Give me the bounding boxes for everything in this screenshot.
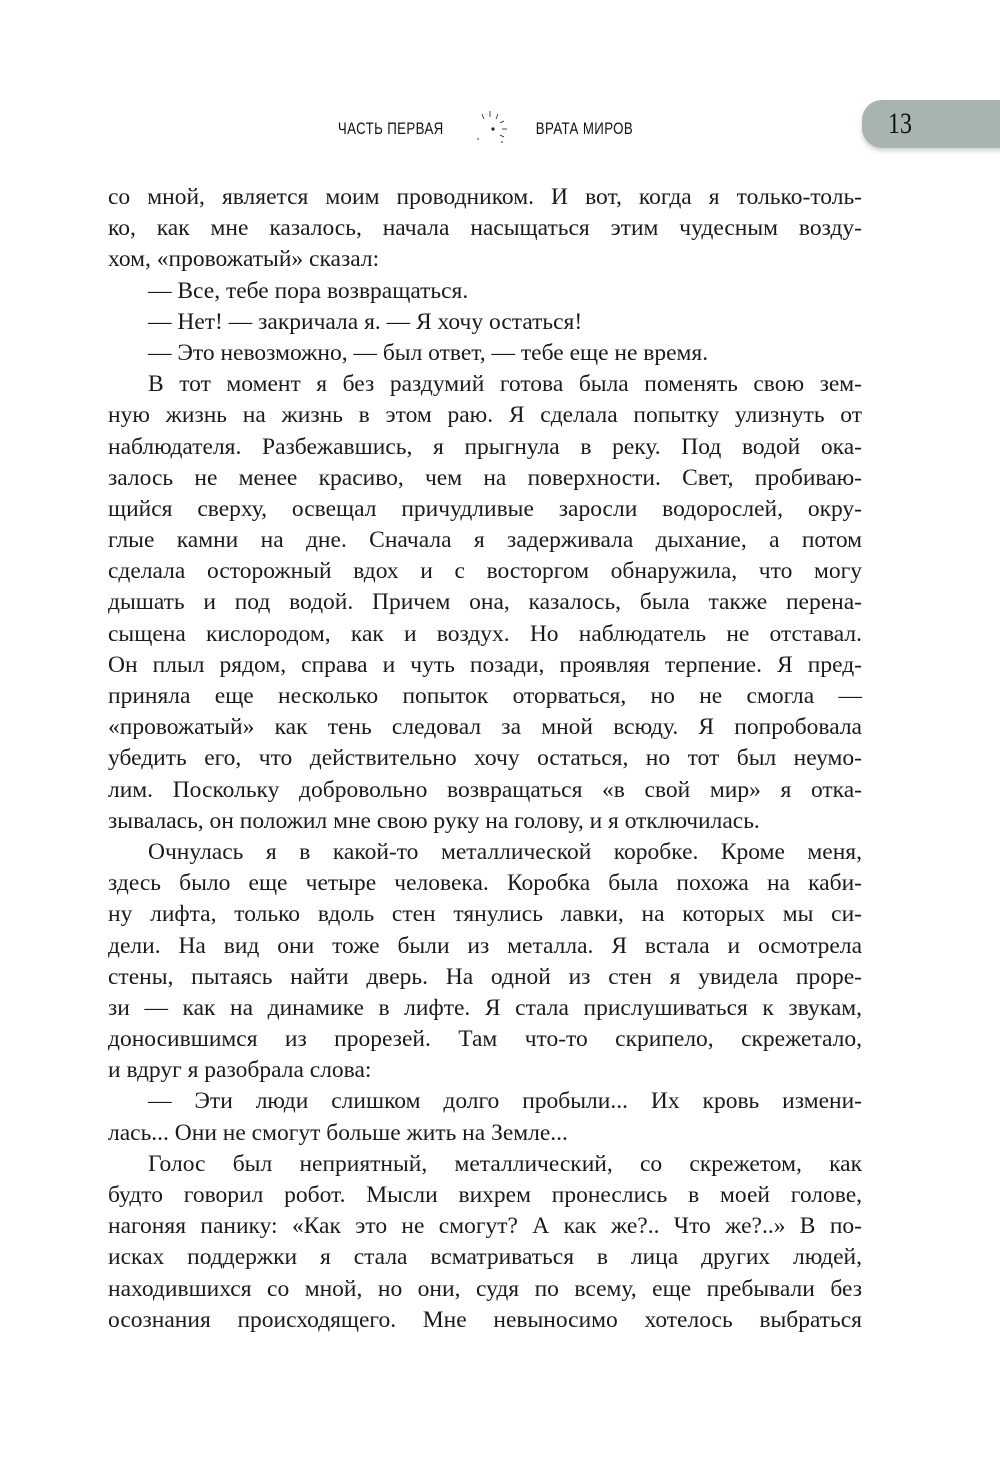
text-line: — Это невозможно, — был ответ, — тебе еще не время. bbox=[148, 339, 709, 366]
text-line: залось не менее красиво, чем на поверхности. Свет, пробиваю- bbox=[108, 464, 862, 491]
text-line: наблюдателя. Разбежавшись, я прыгнула в реку. Под водой ока- bbox=[108, 433, 862, 460]
text-line: ко, как мне казалось, начала насыщаться этим чудесным возду- bbox=[108, 215, 862, 242]
text-line: будто говорил робот. Мысли вихрем пронеслись в моей голове, bbox=[108, 1182, 862, 1208]
text-line: зи — как на динамике в лифте. Я стала прислушиваться к звукам, bbox=[108, 994, 862, 1021]
page-number: 13 bbox=[888, 107, 912, 140]
text-line: здесь было еще четыре человека. Коробка была похожа на каби- bbox=[108, 870, 862, 897]
text-line: лась... Они не смогут больше жить на Земле... bbox=[108, 1119, 568, 1146]
text-line: исках поддержки я стала всматриваться в лица других людей, bbox=[108, 1244, 862, 1271]
text-line: щийся сверху, освещал причудливые заросли водорослей, окру- bbox=[108, 495, 862, 522]
text-line: нагоняя панику: «Как это не смогут? А как же?.. Что же?..» В по- bbox=[108, 1213, 862, 1240]
running-head-title: ВРАТА МИРОВ bbox=[536, 119, 634, 138]
text-line: осознания происходящего. Мне невыносимо хотелось выбраться bbox=[108, 1306, 862, 1333]
text-line: — Нет! — закричала я. — Я хочу остаться! bbox=[148, 308, 583, 335]
text-line: хом, «провожатый» сказал: bbox=[108, 246, 380, 273]
moon-sun-emblem-icon bbox=[470, 109, 510, 149]
text-line: ну лифта, только вдоль стен тянулись лавки, на которых мы си- bbox=[108, 901, 862, 928]
text-line: лим. Поскольку добровольно возвращаться «в свой мир» я отка- bbox=[108, 776, 862, 803]
text-line: Голос был неприятный, металлический, со скрежетом, как bbox=[148, 1150, 862, 1177]
page-number-tab bbox=[862, 100, 1000, 148]
text-line: убедить его, что действительно хочу остаться, но тот был неумо- bbox=[108, 745, 862, 772]
text-line: стены, пытаясь найти дверь. На одной из стен я увидела проре- bbox=[108, 963, 862, 990]
text-line: глые камни на дне. Сначала я задерживала дыхание, а потом bbox=[108, 527, 862, 554]
text-line: дели. На вид они тоже были из металла. Я встала и осмотрела bbox=[108, 932, 862, 959]
text-line: сделала осторожный вдох и с восторгом обнаружила, что могу bbox=[108, 558, 862, 585]
text-line: Он плыл рядом, справа и чуть позади, проявляя терпение. Я пред- bbox=[108, 651, 862, 678]
text-line: и вдруг я разобрала слова: bbox=[108, 1057, 372, 1084]
text-line: «провожатый» как тень следовал за мной всюду. Я попробовала bbox=[108, 714, 862, 741]
text-line: ную жизнь на жизнь в этом раю. Я сделала попытку улизнуть от bbox=[108, 402, 862, 429]
text-line: зывалась, он положил мне свою руку на голову, и я отключилась. bbox=[108, 807, 760, 834]
text-line: сыщена кислородом, как и воздух. Но наблюдатель не отставал. bbox=[108, 620, 862, 647]
running-head-part: ЧАСТЬ ПЕРВАЯ bbox=[337, 119, 444, 138]
text-line: В тот момент я без раздумий готова была поменять свою зем- bbox=[148, 371, 862, 398]
text-line: — Все, тебе пора возвращаться. bbox=[148, 277, 469, 304]
text-line: дышать и под водой. Причем она, казалось, была также перена- bbox=[108, 589, 862, 616]
text-line: приняла еще несколько попыток оторваться, но не смогла — bbox=[108, 683, 862, 709]
body-text bbox=[108, 182, 862, 1336]
text-line: доносившимся из прорезей. Там что-то скрипело, скрежетало, bbox=[108, 1026, 862, 1053]
text-line: находившихся со мной, но они, судя по всему, еще пребывали без bbox=[108, 1275, 862, 1302]
running-head bbox=[300, 112, 670, 146]
text-line: со мной, является моим проводником. И вот, когда я только-толь- bbox=[108, 184, 862, 210]
text-line: Очнулась я в какой-то металлической коробке. Кроме меня, bbox=[148, 838, 862, 865]
text-line: — Эти люди слишком долго пробыли... Их кровь измени- bbox=[148, 1088, 862, 1115]
